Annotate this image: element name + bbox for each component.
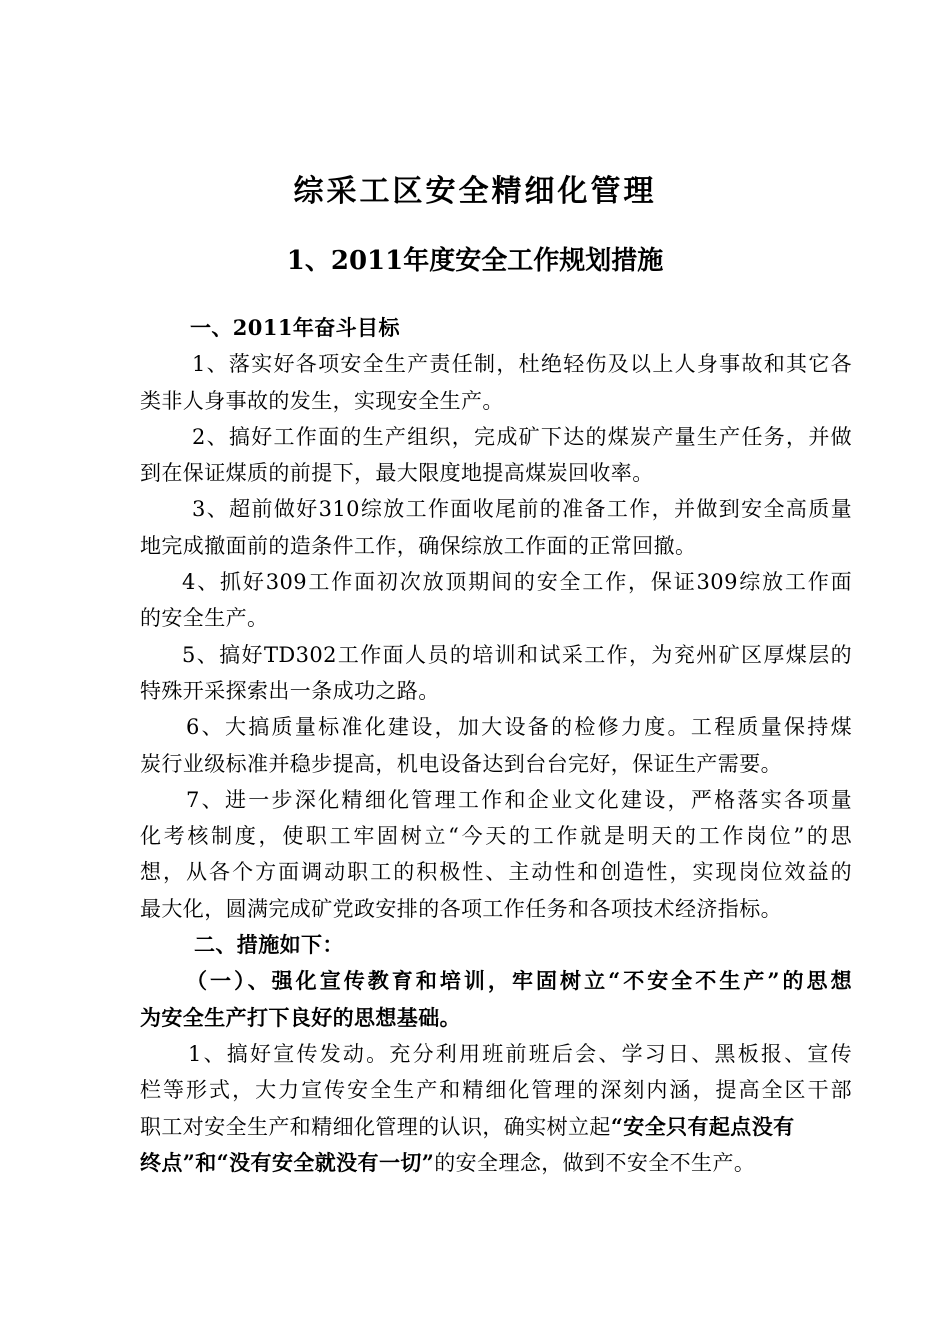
document-body xyxy=(140,310,852,1181)
body-text: 职工对安全生产和精细化管理的认识，确实树立起 xyxy=(140,1114,611,1139)
body-line: 类非人身事故的发生，实现安全生产。 xyxy=(140,388,504,413)
document-subtitle: 1、2011年度安全工作规划措施 xyxy=(286,246,664,276)
body-line: 3、超前做好310综放工作面收尾前的准备工作，并做到安全高质量 xyxy=(192,497,852,522)
body-line: 到在保证煤质的前提下，最大限度地提高煤炭回收率。 xyxy=(140,461,654,486)
body-line xyxy=(140,1145,852,1181)
body-line: 化考核制度，使职工牢固树立“今天的工作就是明天的工作岗位”的思 xyxy=(140,824,852,849)
document-title: 综采工区安全精细化管理 xyxy=(293,174,657,209)
body-line: 二、措施如下： xyxy=(194,932,344,958)
body-line: 1、搞好宣传发动。充分利用班前班后会、学习日、黑板报、宣传 xyxy=(188,1041,852,1066)
body-line: 想，从各个方面调动职工的积极性、主动性和创造性，实现岗位效益的 xyxy=(140,860,852,885)
body-line: 炭行业级标准并稳步提高，机电设备达到台台完好，保证生产需要。 xyxy=(140,751,782,776)
body-line: 的安全生产。 xyxy=(140,606,269,631)
emphasis-text: 终点”和“没有安全就没有一切” xyxy=(140,1149,435,1175)
body-line: 特殊开采探索出一条成功之路。 xyxy=(140,678,440,703)
body-line: 最大化，圆满完成矿党政安排的各项工作任务和各项技术经济指标。 xyxy=(140,896,782,921)
body-line: 1、落实好各项安全生产责任制，杜绝轻伤及以上人身事故和其它各 xyxy=(192,352,852,377)
emphasis-text: “安全只有起点没有 xyxy=(610,1113,795,1139)
body-text: 的安全理念，做到不安全不生产。 xyxy=(434,1150,756,1175)
body-line: 地完成撤面前的造条件工作，确保综放工作面的正常回撤。 xyxy=(140,533,697,558)
body-line: 5、搞好TD302工作面人员的培训和试采工作，为兖州矿区厚煤层的 xyxy=(182,642,852,667)
body-line: 一、2011年奋斗目标 xyxy=(190,315,400,340)
body-line: 栏等形式，大力宣传安全生产和精细化管理的深刻内涵，提高全区干部 xyxy=(140,1078,852,1103)
body-line: （一）、强化宣传教育和培训，牢固树立“不安全不生产”的思想 xyxy=(186,968,852,994)
body-line: 为安全生产打下良好的思想基础。 xyxy=(140,1004,461,1030)
body-line: 6、大搞质量标准化建设，加大设备的检修力度。工程质量保持煤 xyxy=(186,715,852,740)
body-line xyxy=(140,1109,852,1145)
body-line: 7、进一步深化精细化管理工作和企业文化建设，严格落实各项量 xyxy=(186,787,852,812)
body-line: 2、搞好工作面的生产组织，完成矿下达的煤炭产量生产任务，并做 xyxy=(192,424,852,449)
body-line: 4、抓好309工作面初次放顶期间的安全工作，保证309综放工作面 xyxy=(182,570,852,595)
